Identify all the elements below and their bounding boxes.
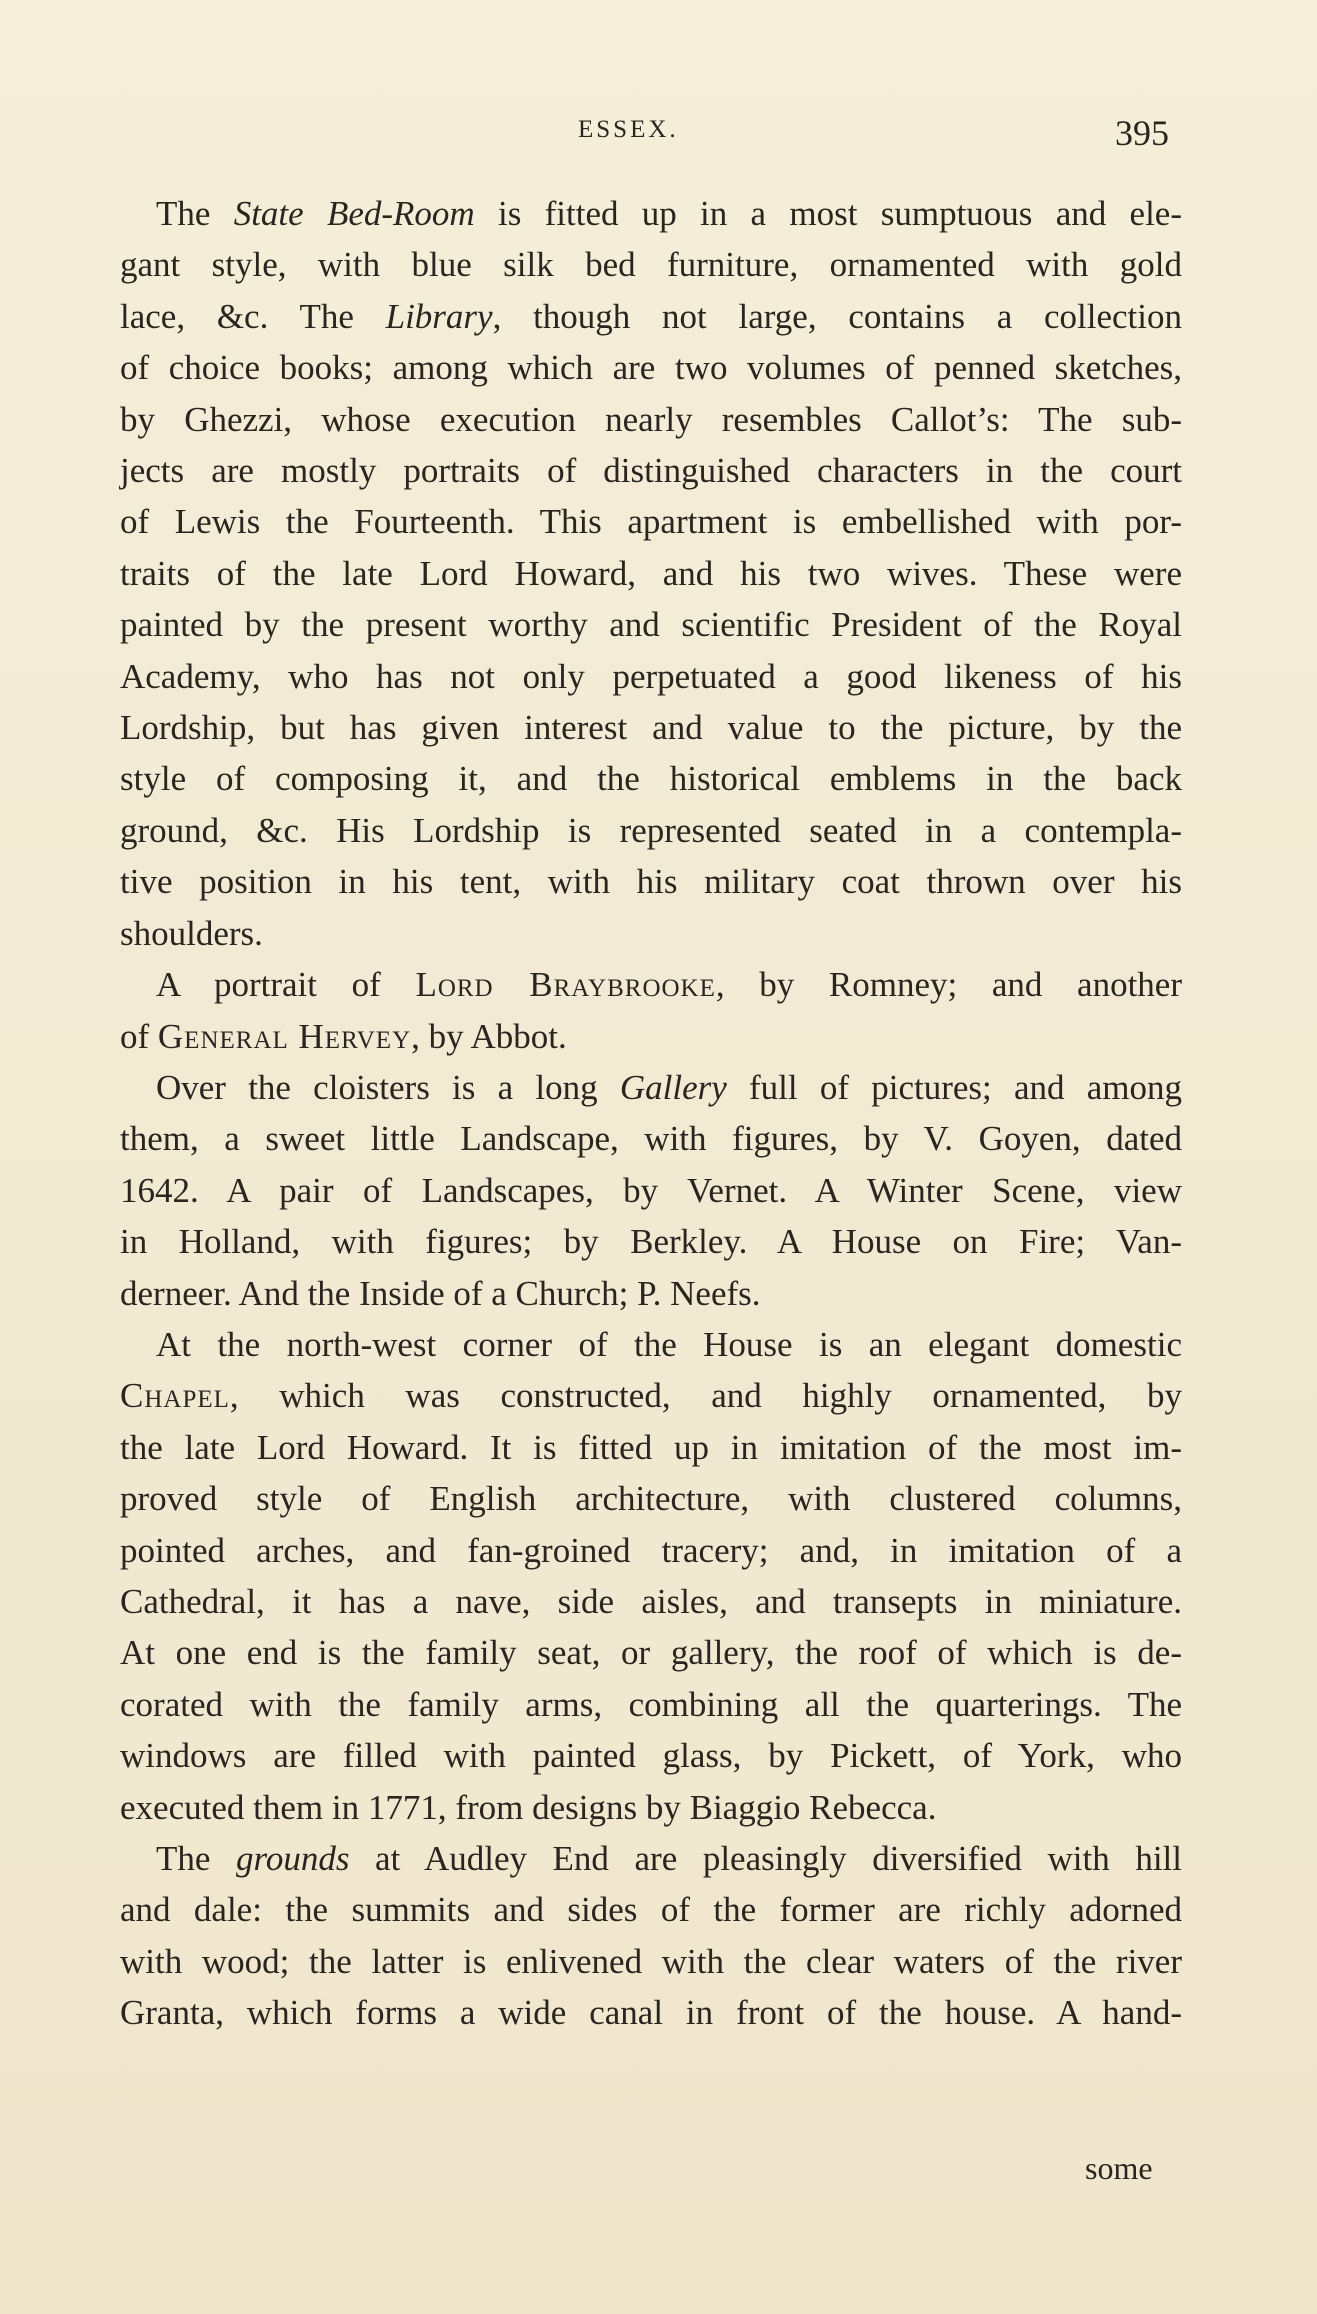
paragraph-line: them, a sweet little Landscape, with figures, by V. Goyen, dated xyxy=(120,1119,1182,1159)
paragraph-line: ground, &c. His Lordship is represented seated in a contempla- xyxy=(120,810,1182,850)
paragraph-line: of choice books; among which are two volumes of penned sketches, xyxy=(120,348,1182,388)
paragraph-line: Over the cloisters is a long Gallery full of pictures; and among xyxy=(156,1067,1183,1107)
paragraph-line: 1642. A pair of Landscapes, by Vernet. A Winter Scene, view xyxy=(120,1170,1182,1210)
paragraph-line: Chapel, which was constructed, and highly ornamented, by xyxy=(120,1376,1182,1416)
paragraph-line: At the north-west corner of the House is an elegant domestic xyxy=(156,1324,1182,1364)
paragraph-line: by Ghezzi, whose execution nearly resembles Callot’s: The sub- xyxy=(120,399,1182,439)
running-head xyxy=(0,112,1317,152)
paragraph-line: Academy, who has not only perpetuated a good likeness of his xyxy=(120,656,1182,696)
paragraph-line: traits of the late Lord Howard, and his two wives. These were xyxy=(120,553,1182,593)
catch-word: some xyxy=(1085,2150,1153,2186)
paragraph-line: jects are mostly portraits of distinguished characters in the court xyxy=(120,451,1182,491)
paragraph-line: windows are filled with painted glass, by Pickett, of York, who xyxy=(120,1736,1182,1776)
running-title: ESSEX. xyxy=(578,116,679,143)
paragraph-line: and dale: the summits and sides of the former are richly adorned xyxy=(120,1890,1182,1930)
paragraph-line: corated with the family arms, combining all the quarterings. The xyxy=(120,1684,1182,1724)
paragraph-line: Cathedral, it has a nave, side aisles, and transepts in miniature. xyxy=(120,1581,1182,1621)
paragraph-line: tive position in his tent, with his military coat thrown over his xyxy=(120,862,1182,902)
paragraph-line: Lordship, but has given interest and value to the picture, by the xyxy=(120,708,1182,748)
paragraph-line: The grounds at Audley End are pleasingly diversified with hill xyxy=(156,1839,1182,1878)
paragraph-line: shoulders. xyxy=(120,913,263,953)
paragraph-line: painted by the present worthy and scientific President of the Royal xyxy=(120,605,1182,645)
paragraph-line: Granta, which forms a wide canal in front of the house. A hand- xyxy=(120,1993,1182,2033)
paragraph-line: derneer. And the Inside of a Church; P. Neefs. xyxy=(120,1273,761,1313)
paragraph-line: of Lewis the Fourteenth. This apartment is embellished with por- xyxy=(120,502,1182,542)
page-number: 395 xyxy=(1115,113,1169,153)
body-text xyxy=(120,188,1182,2039)
paragraph-line: style of composing it, and the historical emblems in the back xyxy=(120,759,1182,799)
paragraph-line: lace, &c. The Library, though not large, contains a collection xyxy=(120,296,1182,336)
paragraph-line: gant style, with blue silk bed furniture, ornamented with gold xyxy=(120,245,1182,285)
paragraph-line: At one end is the family seat, or gallery, the roof of which is de- xyxy=(120,1633,1182,1673)
paragraph-line: of General Hervey, by Abbot. xyxy=(120,1016,567,1056)
paragraph-line: proved style of English architecture, with clustered columns, xyxy=(120,1479,1182,1519)
paragraph-line: with wood; the latter is enlivened with the clear waters of the river xyxy=(120,1941,1182,1981)
paragraph-line: A portrait of Lord Braybrooke, by Romney; and another xyxy=(156,965,1182,1005)
paragraph-line: executed them in 1771, from designs by Biaggio Rebecca. xyxy=(120,1787,937,1827)
paragraph-line: the late Lord Howard. It is fitted up in imitation of the most im- xyxy=(120,1427,1182,1467)
paragraph-line: in Holland, with figures; by Berkley. A House on Fire; Van- xyxy=(120,1222,1182,1262)
paragraph-line: pointed arches, and fan-groined tracery; and, in imitation of a xyxy=(120,1530,1182,1570)
paragraph-line: The State Bed-Room is fitted up in a most sumptuous and ele- xyxy=(156,194,1182,233)
